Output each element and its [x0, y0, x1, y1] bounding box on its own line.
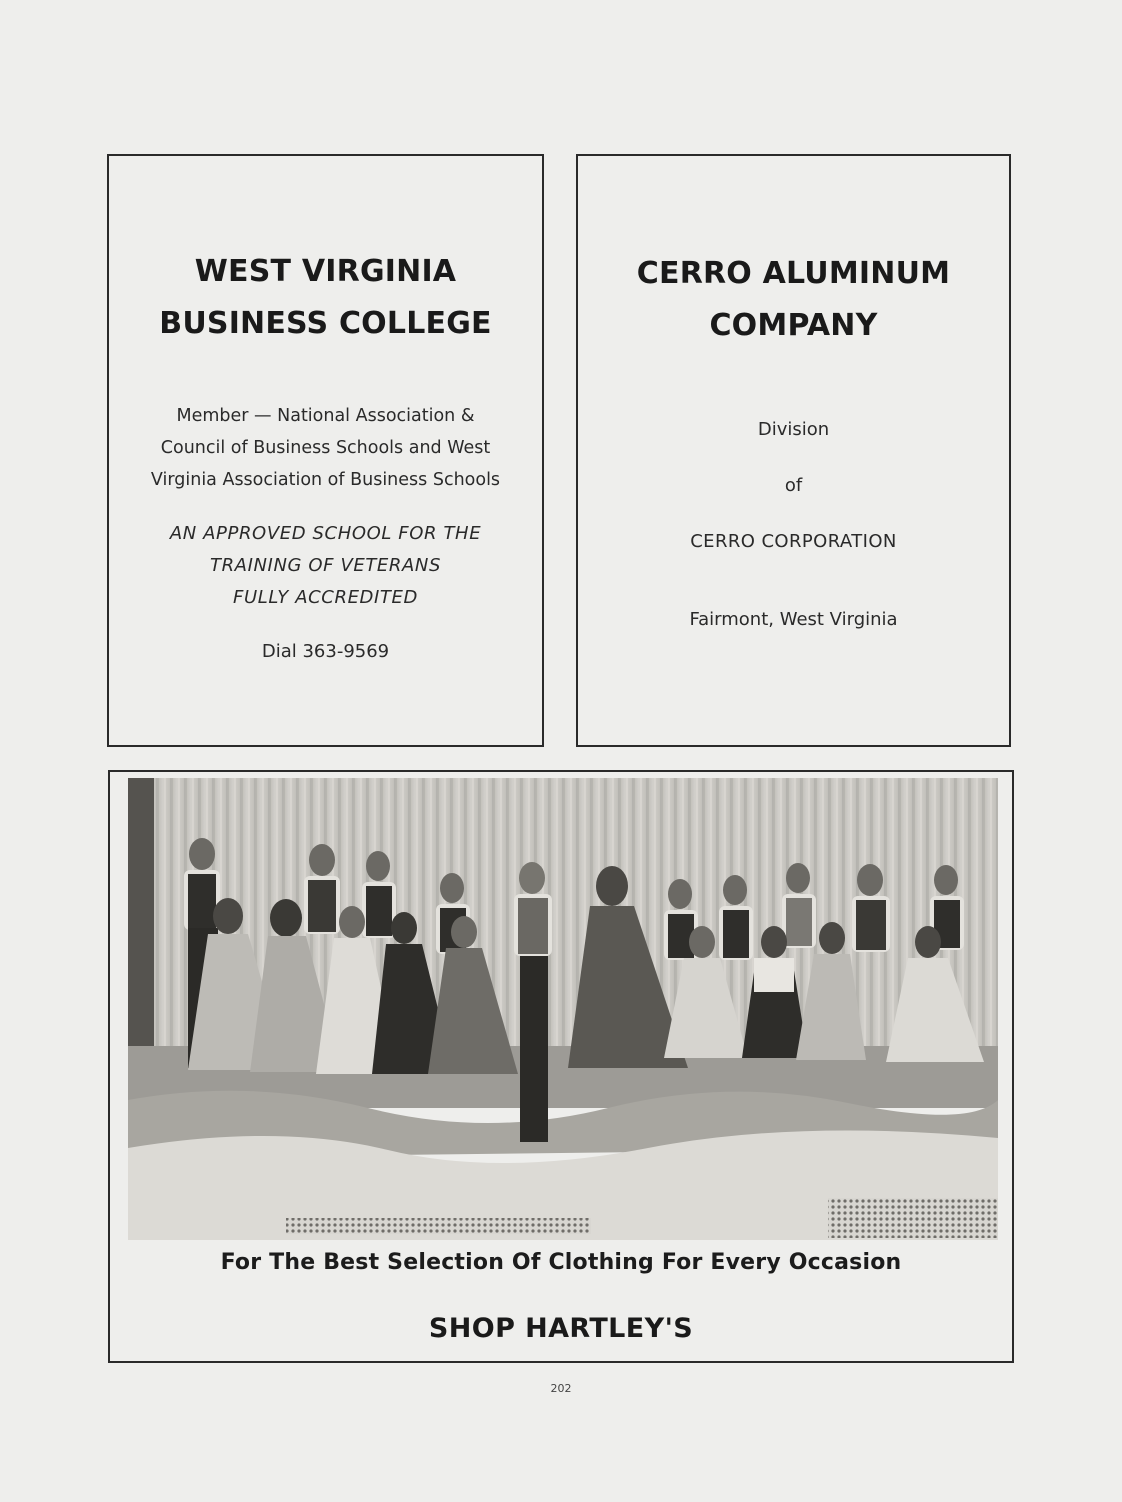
cerro-title-line2: COMPANY: [709, 308, 878, 343]
wvbc-ad: [107, 154, 544, 747]
hartley-ad: [108, 770, 1014, 1363]
hartley-shop-name: SHOP HARTLEY'S: [428, 1313, 694, 1344]
hartley-slogan: For The Best Selection Of Clothing For Every Occasion: [220, 1250, 902, 1275]
curtain-edge: [128, 778, 154, 1078]
wvbc-membership: [109, 400, 542, 496]
wvbc-member-line2: Council of Business Schools and West: [160, 438, 491, 458]
halftone-strip: [286, 1218, 591, 1234]
cerro-division: Division: [757, 419, 830, 440]
wvbc-title-line1: WEST VIRGINIA: [194, 254, 457, 289]
wvbc-approved: [109, 518, 542, 614]
wvbc-dial: Dial 363-9569: [261, 641, 390, 662]
cerro-location: Fairmont, West Virginia: [689, 609, 898, 630]
wvbc-approved-line3: FULLY ACCREDITED: [233, 587, 418, 608]
page-number: 202: [550, 1382, 572, 1395]
wvbc-member-line1: Member — National Association &: [176, 406, 475, 426]
wvbc-title-line2: BUSINESS COLLEGE: [159, 306, 492, 341]
wvbc-approved-line1: AN APPROVED SCHOOL FOR THE: [169, 523, 482, 544]
group-photo-illustration: [128, 778, 998, 1240]
wvbc-title: [109, 246, 542, 350]
cerro-title-line1: CERRO ALUMINUM: [636, 256, 951, 291]
cerro-corporation: CERRO CORPORATION: [690, 531, 897, 552]
halftone-block: [828, 1198, 998, 1238]
group-photo: [128, 778, 998, 1240]
wvbc-approved-line2: TRAINING OF VETERANS: [209, 555, 442, 576]
cerro-title: [578, 248, 1009, 352]
cerro-ad: [576, 154, 1011, 747]
cerro-of: of: [784, 475, 803, 496]
wvbc-member-line3: Virginia Association of Business Schools: [150, 470, 501, 490]
